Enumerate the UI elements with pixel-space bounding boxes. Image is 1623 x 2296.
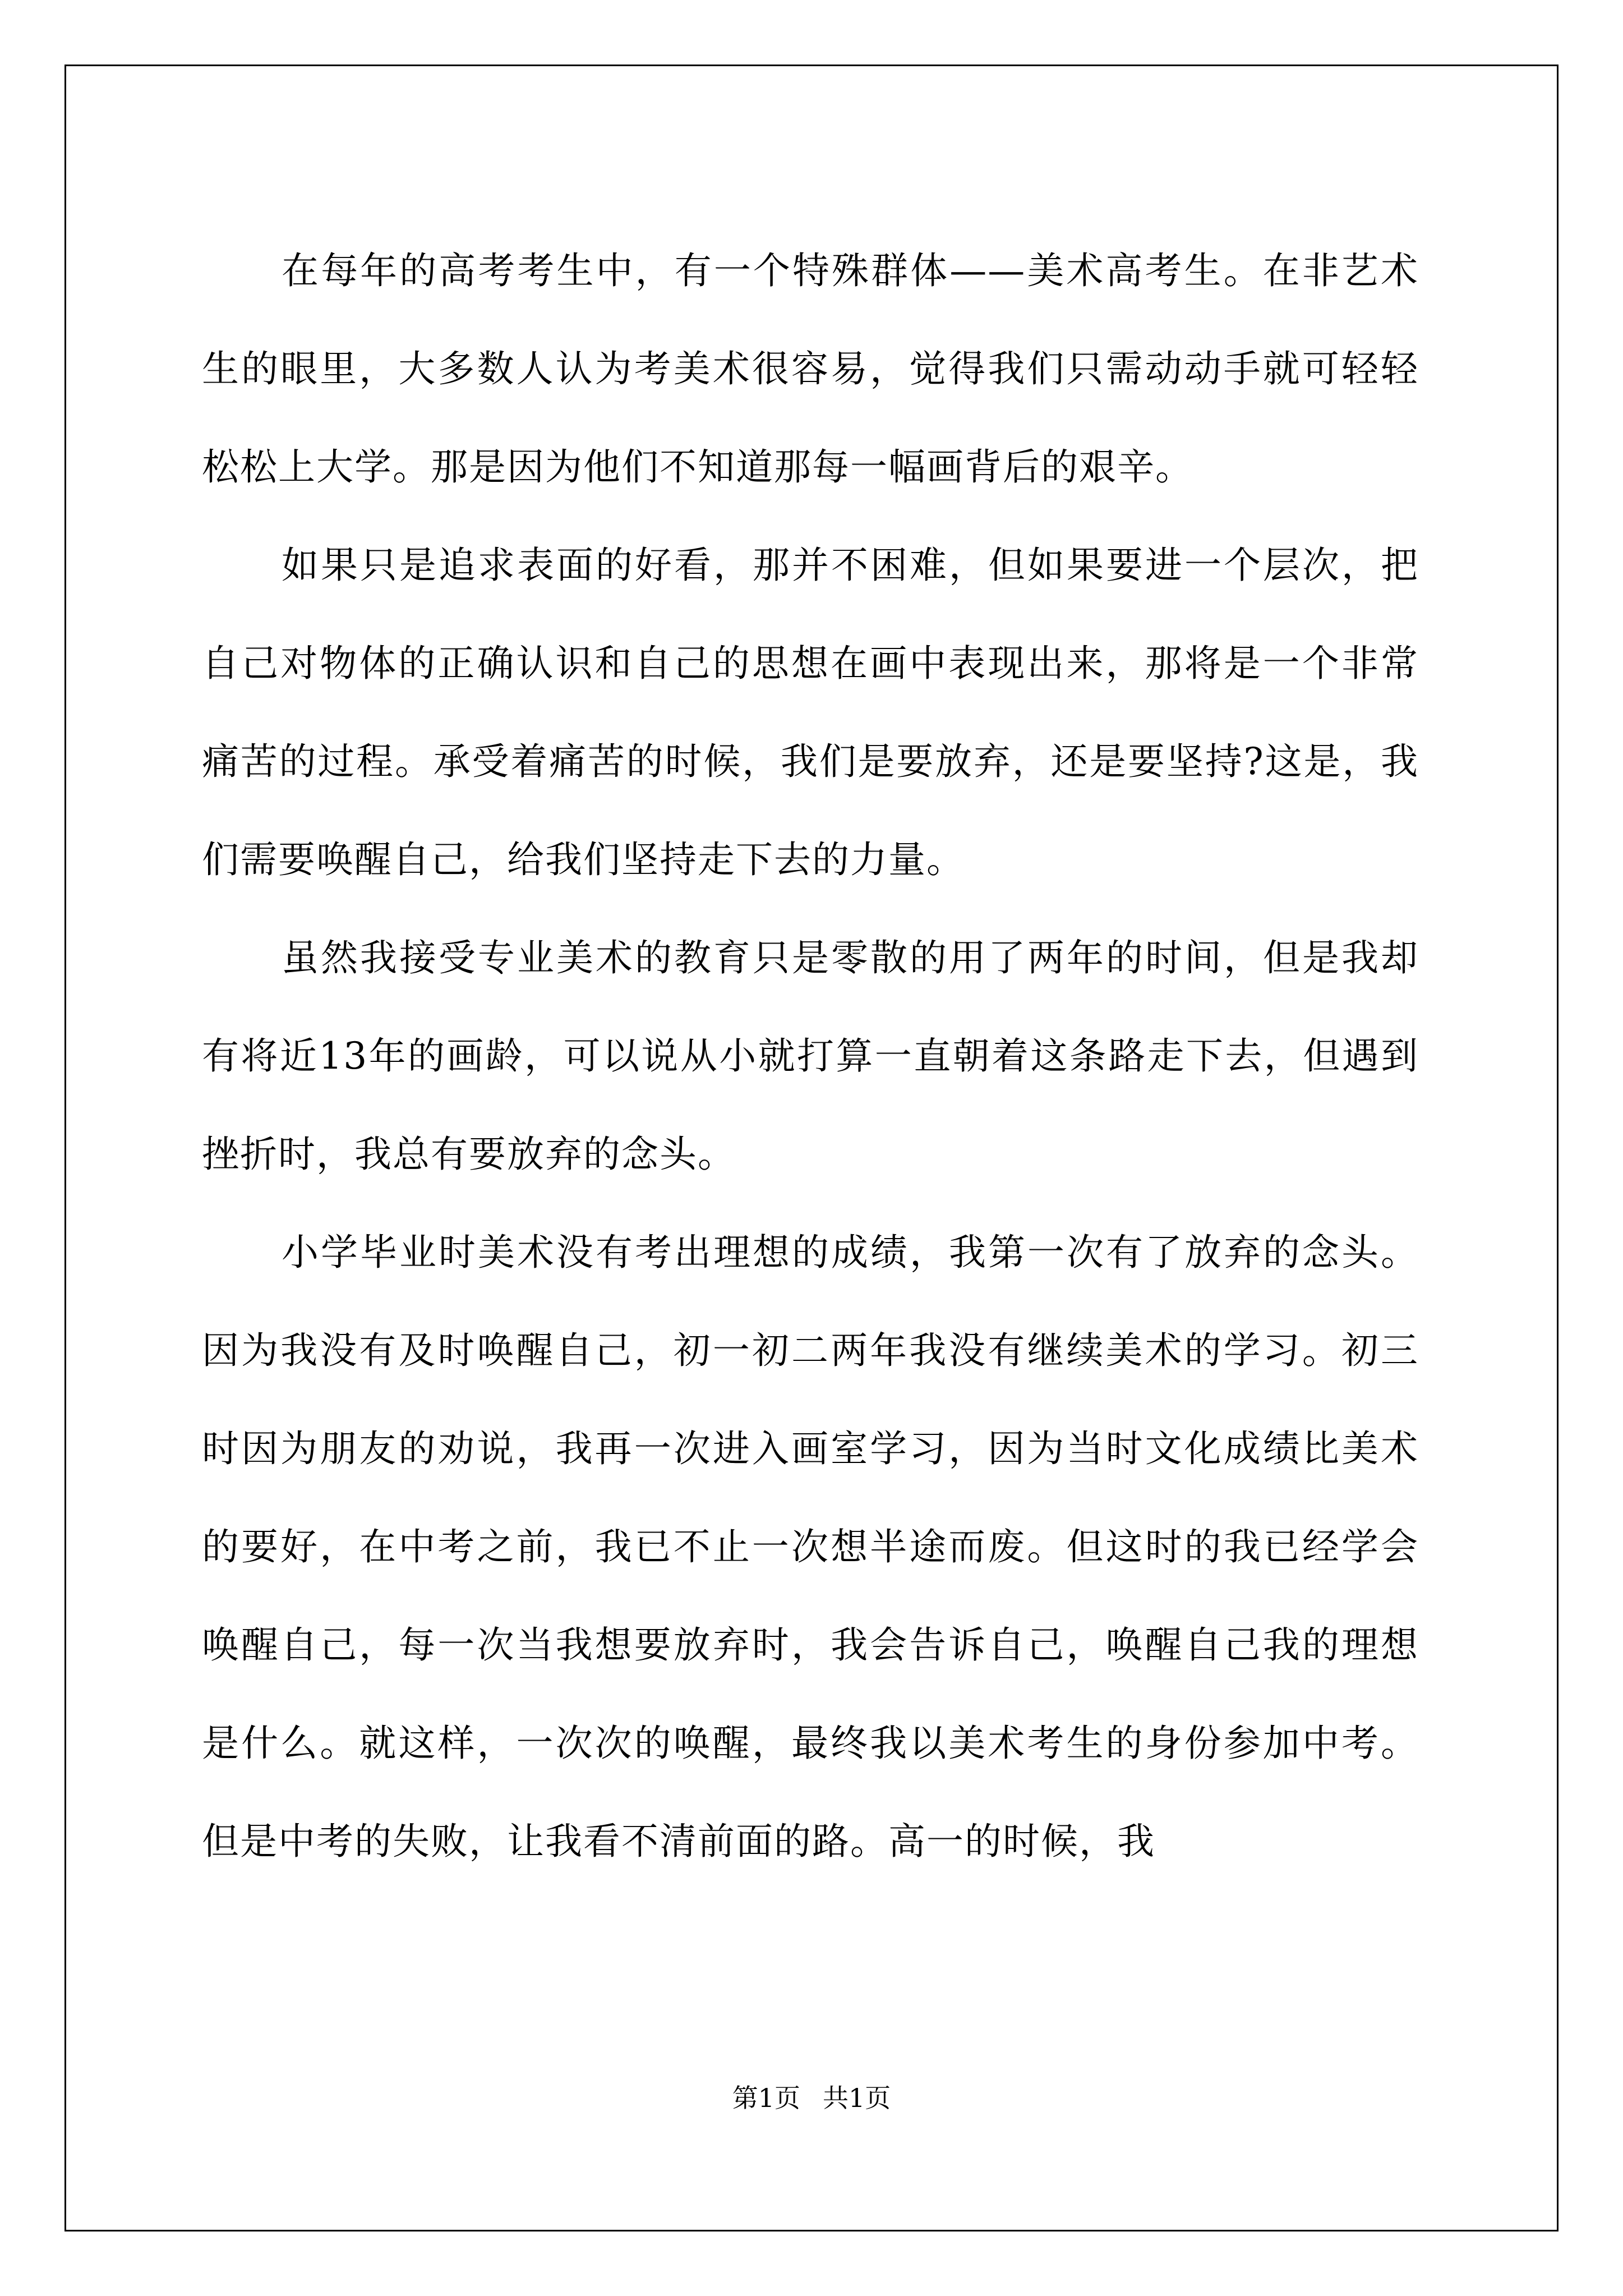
paragraph: 虽然我接受专业美术的教育只是零散的用了两年的时间，但是我却有将近13年的画龄，可以说从小就打算一直朝着这条路走下去，但遇到挫折时，我总有要放弃的念头。: [202, 936, 1419, 1176]
paragraph: 如果只是追求表面的好看，那并不困难，但如果要进一个层次，把自己对物体的正确认识和自己的思想在画中表现出来，那将是一个非常痛苦的过程。承受着痛苦的时候，我们是要放弃，还是要坚持?这是，我们需要唤醒自己，给我们坚持走下去的力量。: [202, 544, 1419, 881]
page-total: 共1页: [823, 2083, 891, 2113]
page-footer: [0, 2081, 1623, 2115]
page-number: 第1页: [732, 2083, 800, 2113]
paragraph: 小学毕业时美术没有考出理想的成绩，我第一次有了放弃的念头。因为我没有及时唤醒自己，初一初二两年我没有继续美术的学习。初三时因为朋友的劝说，我再一次进入画室学习，因为当时文化成绩比美术的要好，在中考之前，我已不止一次想半途而废。但这时的我已经学会唤醒自己，每一次当我想要放弃时，我会告诉自己，唤醒自己我的理想是什么。就这样，一次次的唤醒，最终我以美术考生的身份参加中考。但是中考的失败，让我看不清前面的路。高一的时候，我: [202, 1231, 1419, 1863]
document-body: [202, 222, 1419, 1890]
paragraph: 在每年的高考考生中，有一个特殊群体——美术高考生。在非艺术生的眼里，大多数人认为考美术很容易，觉得我们只需动动手就可轻轻松松上大学。那是因为他们不知道那每一幅画背后的艰辛。: [202, 249, 1419, 489]
